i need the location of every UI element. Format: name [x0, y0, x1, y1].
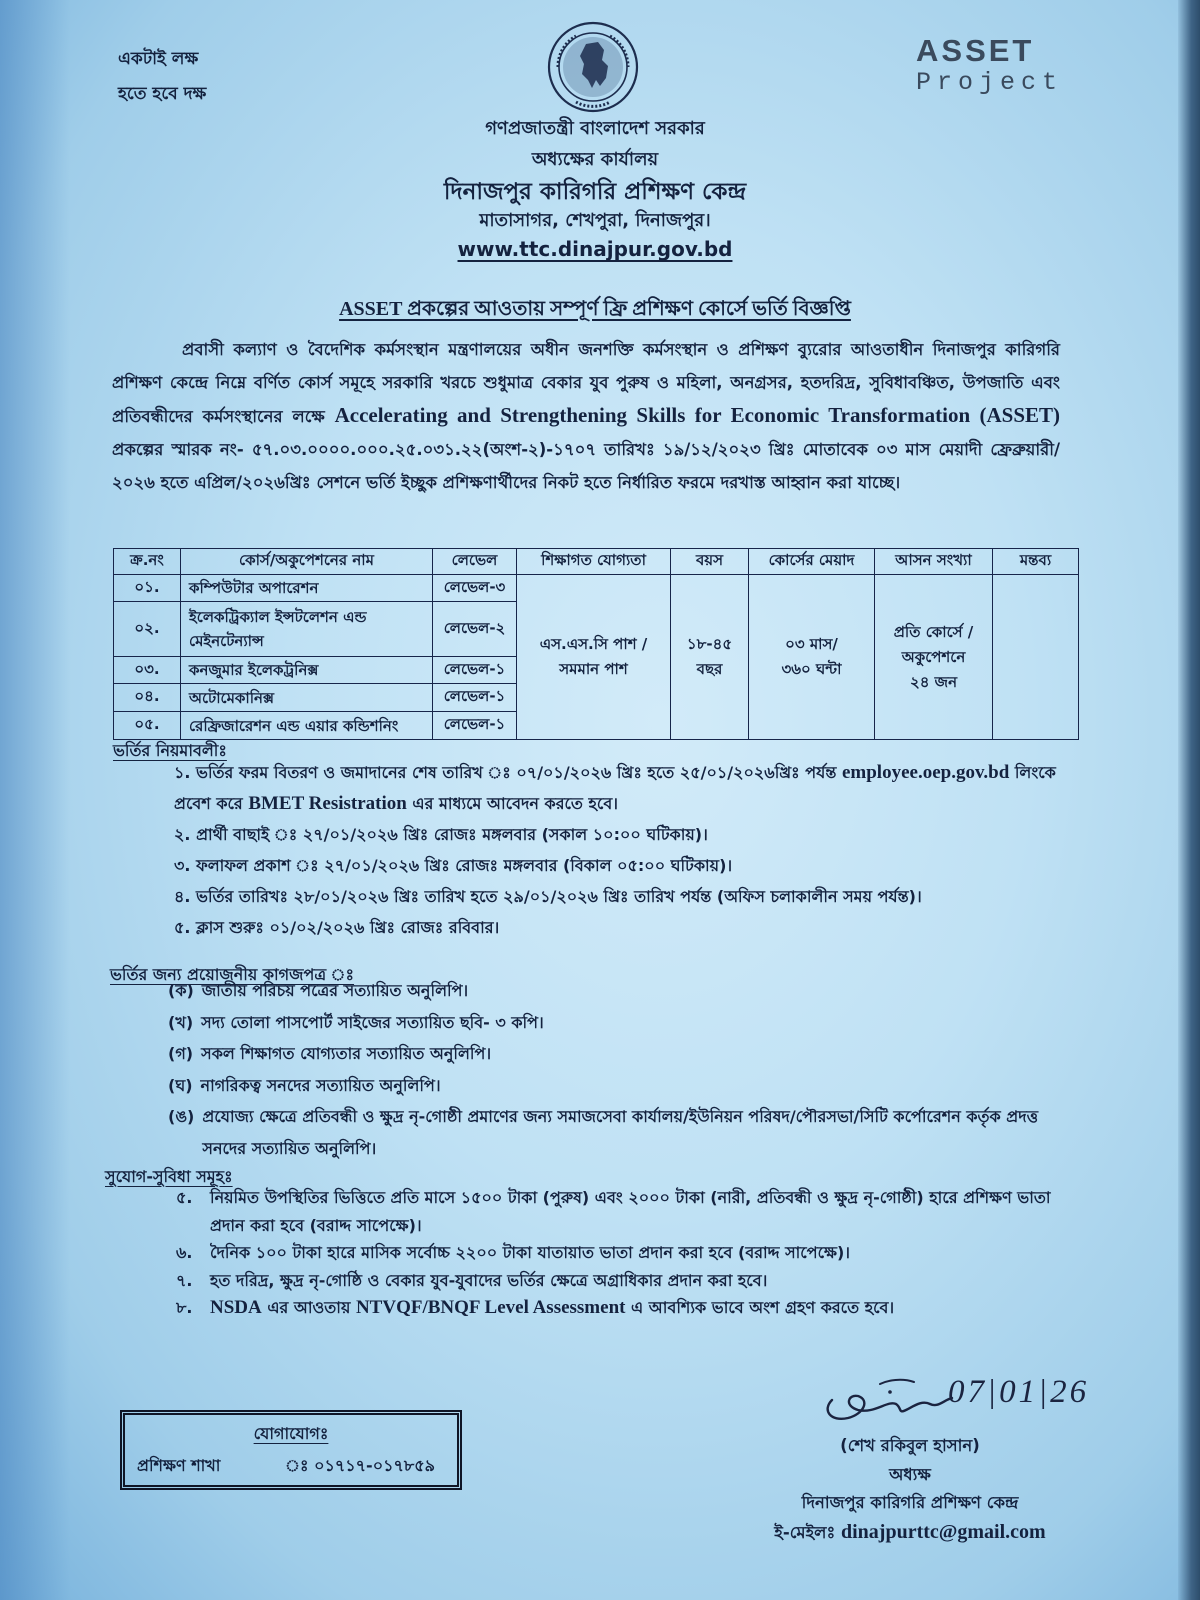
signatory-name: (শেখ রকিবুল হাসান)	[840, 1436, 980, 1455]
contact-label: প্রশিক্ষণ শাখা	[137, 1456, 221, 1475]
list-item	[176, 1294, 1066, 1322]
benefits-list	[176, 1184, 1066, 1322]
age-line: বছর	[696, 660, 723, 678]
row-course: ইলেকট্রিক্যাল ইন্সটলেশন এন্ড মেইনটেন্যান্স	[181, 602, 433, 657]
item-text: সদ্য তোলা পাসপোর্ট সাইজের সত্যায়িত ছবি- ৩ কপি।	[201, 1012, 544, 1032]
item-number: ৭.	[176, 1270, 193, 1290]
logo-subtitle: Project	[916, 68, 1064, 97]
age-cell	[671, 575, 749, 740]
item-text: লিংকে প্রবেশ করে	[174, 763, 1056, 813]
assessment-text: NTVQF/BNQF Level Assessment	[355, 1297, 626, 1318]
list-item	[174, 850, 1056, 881]
row-course: কনজুমার ইলেকট্রনিক্স	[181, 657, 433, 684]
contact-title	[125, 1421, 457, 1448]
table-row	[114, 575, 1079, 602]
list-item	[168, 1007, 1058, 1039]
row-serial: ০৩.	[114, 657, 181, 684]
header-govt: গণপ্রজাতন্ত্রী বাংলাদেশ সরকার	[485, 118, 705, 139]
notice-title-text: ASSET প্রকল্পের আওতায় সম্পূর্ণ ফ্রি প্রশিক্ষণ কোর্সে ভর্তি বিজ্ঞপ্তি	[339, 298, 851, 320]
benefits-title-text: সুযোগ-সুবিধা সমূহঃ	[105, 1167, 233, 1186]
item-text	[210, 1294, 894, 1322]
item-number: ৫.	[176, 1188, 193, 1207]
header-institute: দিনাজপুর কারিগরি প্রশিক্ষণ কেন্দ্র	[443, 179, 747, 205]
item-text: এর মাধ্যমে আবেদন করতে হবে।	[412, 794, 618, 813]
item-text-part: এর আওতায়	[267, 1298, 351, 1317]
header-website	[0, 237, 1190, 261]
item-number: ১.	[174, 763, 191, 782]
item-text: ফলাফল প্রকাশ ঃ ২৭/০১/২০২৬ খ্রিঃ রোজঃ মঙ্গলবার (বিকাল ০৫:০০ ঘটিকায়)।	[196, 856, 733, 875]
item-text-part: এ আবশ্যিক ভাবে অংশ গ্রহণ করতে হবে।	[631, 1298, 895, 1317]
table-header-row	[114, 549, 1079, 575]
intro-paragraph	[112, 333, 1060, 499]
qualification-line: সমমান পাশ	[559, 660, 628, 678]
bmet-registration-text: BMET Resistration	[248, 793, 407, 814]
contact-box	[120, 1410, 462, 1490]
col-age: বয়স	[671, 549, 749, 575]
item-text: নাগরিকত্ব সনদের সত্যায়িত অনুলিপি।	[200, 1075, 441, 1095]
list-item	[176, 1184, 1066, 1239]
col-level: লেভেল	[433, 549, 517, 575]
row-course: রেফ্রিজারেশন এন্ড এয়ার কন্ডিশনিং	[181, 712, 433, 740]
item-label: (খ)	[168, 1012, 194, 1032]
qualification-line: এস.এস.সি পাশ /	[539, 635, 648, 653]
row-serial: ০৪.	[114, 684, 181, 712]
documents-title-text: ভর্তির জন্য প্রয়োজনীয় কাগজপত্র ঃ	[110, 965, 355, 984]
registration-link-text: employee.oep.gov.bd	[841, 762, 1010, 783]
item-text: সকল শিক্ষাগত যোগ্যতার সত্যায়িত অনুলিপি।	[201, 1044, 492, 1063]
item-text: হত দরিদ্র, ক্ষুদ্র নৃ-গোষ্ঠি ও বেকার যুব-যুবাদের ভর্তির ক্ষেত্রে অগ্রাধিকার প্রদান করা হবে।	[210, 1270, 768, 1290]
list-item	[174, 757, 1056, 819]
signature-date: 07|01|26	[948, 1374, 1090, 1410]
seats-line: ২৪ জন	[909, 672, 958, 691]
intro-project-name: Accelerating and Strengthening Skills for Economic Transformation (ASSET)	[334, 403, 1061, 427]
age-line: ১৮-৪৫	[686, 635, 733, 653]
intro-text-b: প্রকল্পের স্মারক নং- ৫৭.০৩.০০০০.০০০.২৫.০৩১.২২(অংশ-২)-১৭০৭ তারিখঃ ১৯/১২/২০২৩ খ্রিঃ মোতাবেক ০৩ মাস মেয়াদী ফ্রেব্রুয়ারী/২০২৬ হতে এপ্রিল/২০২৬খ্রিঃ সেশনে ভর্তি ইচ্ছুক প্রশিক্ষণার্থীদের নিকট হতে নির্ধারিত ফরমে দরখাস্ত আহ্বান করা যাচ্ছে।	[112, 440, 1060, 492]
row-level: লেভেল-১	[433, 712, 517, 740]
list-item	[176, 1267, 1066, 1295]
list-item	[168, 975, 1058, 1007]
list-item	[168, 1070, 1058, 1102]
item-number: ৪.	[174, 887, 191, 906]
row-level: লেভেল-১	[433, 684, 517, 712]
signatory-institute: দিনাজপুর কারিগরি প্রশিক্ষণ কেন্দ্র	[801, 1493, 1019, 1512]
duration-cell	[749, 575, 875, 740]
duration-line: ৩৬০ ঘন্টা	[781, 660, 842, 678]
list-item	[174, 912, 1056, 943]
email-label: ই-মেইলঃ	[774, 1522, 836, 1542]
header-address: মাতাসাগর, শেখপুরা, দিনাজপুর।	[479, 210, 711, 231]
header-office: অধ্যক্ষের কার্যালয়	[531, 149, 659, 170]
contact-phone: ঃ ০১৭১৭-০১৭৮৫৯	[285, 1456, 436, 1475]
list-item	[168, 1101, 1058, 1164]
rules-list	[174, 757, 1056, 943]
signature-scribble	[818, 1370, 958, 1432]
col-comment: মন্তব্য	[993, 549, 1079, 575]
row-level: লেভেল-১	[433, 657, 517, 684]
item-text: দৈনিক ১০০ টাকা হারে মাসিক সর্বোচ্চ ২২০০ টাকা যাতায়াত ভাতা প্রদান করা হবে (বরাদ্দ সাপেক্ষে)।	[210, 1243, 851, 1262]
row-course: অটোমেকানিক্স	[181, 684, 433, 712]
item-text: ভর্তির তারিখঃ ২৮/০১/২০২৬ খ্রিঃ তারিখ হতে ২৯/০১/২০২৬ খ্রিঃ তারিখ পর্যন্ত (অফিস চলাকালীন সময় পর্যন্ত)।	[196, 887, 922, 906]
logo-brand: ASSET	[916, 33, 1035, 68]
item-label: (ঙ)	[168, 1107, 195, 1126]
row-level: লেভেল-৩	[433, 575, 517, 602]
item-label: (ঘ)	[168, 1075, 193, 1095]
duration-line: ০৩ মাস/	[785, 635, 838, 653]
item-text: প্রার্থী বাছাই ঃ ২৭/০১/২০২৬ খ্রিঃ রোজঃ মঙ্গলবার (সকাল ১০:০০ ঘটিকায়)।	[196, 825, 708, 844]
item-text: জাতীয় পরিচয় পত্রের সত্যায়িত অনুলিপি।	[201, 981, 469, 1000]
col-qualification: শিক্ষাগত যোগ্যতা	[517, 549, 671, 575]
item-label: (গ)	[168, 1044, 194, 1063]
row-serial: ০৫.	[114, 712, 181, 740]
row-serial: ০২.	[114, 602, 181, 657]
signatory-designation: অধ্যক্ষ	[889, 1464, 931, 1484]
slogan-line-2: হতে হবে দক্ষ	[118, 84, 207, 104]
item-number: ৩.	[174, 856, 191, 875]
row-course: কম্পিউটার অপারেশন	[181, 575, 433, 602]
email-address: dinajpurttc@gmail.com	[841, 1520, 1046, 1543]
list-item	[168, 1038, 1058, 1070]
website-text: www.ttc.dinajpur.gov.bd	[457, 237, 733, 261]
intro-text-a: প্রবাসী কল্যাণ ও বৈদেশিক কর্মসংস্থান মন্ত্রণালয়ের অধীন জনশক্তি কর্মসংস্থান ও প্রশিক্ষণ ব্যুরোর আওতাধীন দিনাজপুর কারিগরি প্রশিক্ষণ কেন্দ্রে নিম্নে বর্ণিত কোর্স সমূহে সরকারি খরচে শুধুমাত্র বেকার যুব পুরুষ ও মহিলা, অনগ্রসর, হতদরিদ্র, সুবিধাবঞ্চিত, উপজাতি এবং প্রতিবন্ধীদের কর্মসংস্থানের লক্ষে	[112, 340, 1060, 426]
list-item	[174, 819, 1056, 850]
government-seal-icon	[546, 20, 640, 114]
col-seats: আসন সংখ্যা	[875, 549, 993, 575]
contact-title-text: যোগাযোগঃ	[253, 1424, 329, 1443]
item-text: নিয়মিত উপস্থিতির ভিত্তিতে প্রতি মাসে ১৫০০ টাকা (পুরুষ) এবং ২০০০ টাকা (নারী, প্রতিবন্ধী ও ক্ষুদ্র নৃ-গোষ্ঠী) হারে প্রশিক্ষণ ভাতা প্রদান করা হবে (বরাদ্দ সাপেক্ষে)।	[210, 1188, 1051, 1235]
item-text: প্রযোজ্য ক্ষেত্রে প্রতিবন্ধী ও ক্ষুদ্র নৃ-গোষ্ঠী প্রমাণের জন্য সমাজসেবা কার্যালয়/ইউনিয়ন পরিষদ/পৌরসভা/সিটি কর্পোরেশন কর্তৃক প্রদত্ত সনদের সত্যায়িত অনুলিপি।	[202, 1107, 1039, 1158]
comment-cell	[993, 575, 1079, 740]
signatory-email-line	[745, 1518, 1075, 1548]
row-serial: ০১.	[114, 575, 181, 602]
documents-list	[168, 975, 1058, 1164]
list-item	[176, 1239, 1066, 1267]
col-course: কোর্স/অকুপেশনের নাম	[181, 549, 433, 575]
qualification-cell	[517, 575, 671, 740]
notice-title	[0, 294, 1190, 327]
col-serial: ক্র.নং	[114, 549, 181, 575]
item-number: ৫.	[174, 918, 191, 937]
item-number: ৬.	[176, 1243, 193, 1262]
seats-line: অকুপেশনে	[901, 647, 966, 666]
list-item	[174, 881, 1056, 912]
seats-line: প্রতি কোর্সে /	[893, 622, 974, 641]
course-table	[113, 548, 1079, 740]
signatory-block	[745, 1432, 1075, 1547]
nsda-text: NSDA	[210, 1297, 262, 1318]
item-number: ২.	[174, 825, 191, 844]
rules-title-text: ভর্তির নিয়মাবলীঃ	[113, 741, 227, 760]
col-duration: কোর্সের মেয়াদ	[749, 549, 875, 575]
slogan	[118, 42, 206, 112]
item-text: ক্লাস শুরুঃ ০১/০২/২০২৬ খ্রিঃ রোজঃ রবিবার।	[196, 918, 500, 937]
seats-cell	[875, 575, 993, 740]
item-text: ভর্তির ফরম বিতরণ ও জমাদানের শেষ তারিখ ঃ ০৭/০১/২০২৬ খ্রিঃ হতে ২৫/০১/২০২৬খ্রিঃ পর্যন্ত	[196, 763, 837, 782]
slogan-line-1: একটাই লক্ষ	[118, 49, 199, 69]
asset-project-logo	[916, 34, 1063, 98]
item-number: ৮.	[176, 1298, 193, 1317]
row-level: লেভেল-২	[433, 602, 517, 657]
item-label: (ক)	[168, 981, 194, 1000]
